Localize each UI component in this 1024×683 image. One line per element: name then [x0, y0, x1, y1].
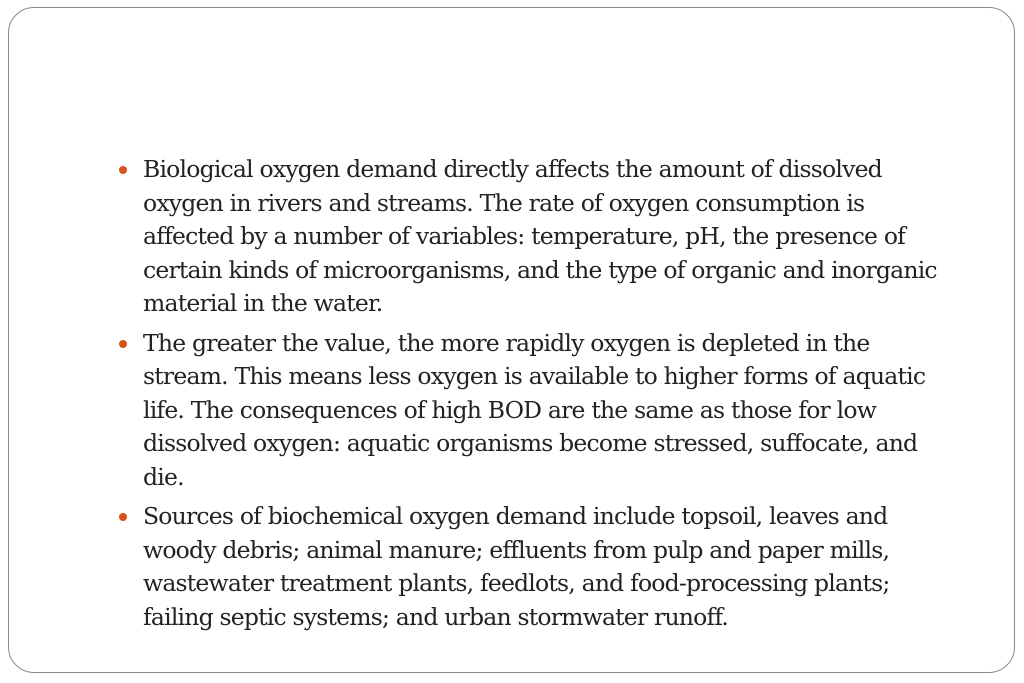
- bullet-item: [113, 153, 943, 321]
- bullet-text: Sources of biochemical oxygen demand include topsoil, leaves and woody debris; animal manure; effluents from pulp and paper mills, wastewater treatment plants, feedlots, and food-processing plants; failing septic systems; and urban stormwater runoff.: [143, 502, 890, 631]
- bullet-dot-icon: [119, 340, 127, 348]
- bullet-dot-icon: [119, 513, 127, 521]
- bullet-text: Biological oxygen demand directly affects the amount of dissolved oxygen in rivers and streams. The rate of oxygen consumption is affected by a number of variables: temperature, pH, the presence of certain kinds of microorganisms, and the type of organic and inorganic material in the water.: [143, 155, 937, 317]
- bullet-dot-icon: [119, 166, 127, 174]
- bullet-item: [113, 327, 943, 495]
- bullet-list: [113, 153, 943, 640]
- bullet-item: [113, 500, 943, 634]
- bullet-text: The greater the value, the more rapidly oxygen is depleted in the stream. This means less oxygen is available to higher forms of aquatic life. The consequences of high BOD are the same as those for low dissolved oxygen: aquatic organisms become stressed, suffocate, and die.: [143, 328, 926, 491]
- slide-frame: [8, 7, 1015, 673]
